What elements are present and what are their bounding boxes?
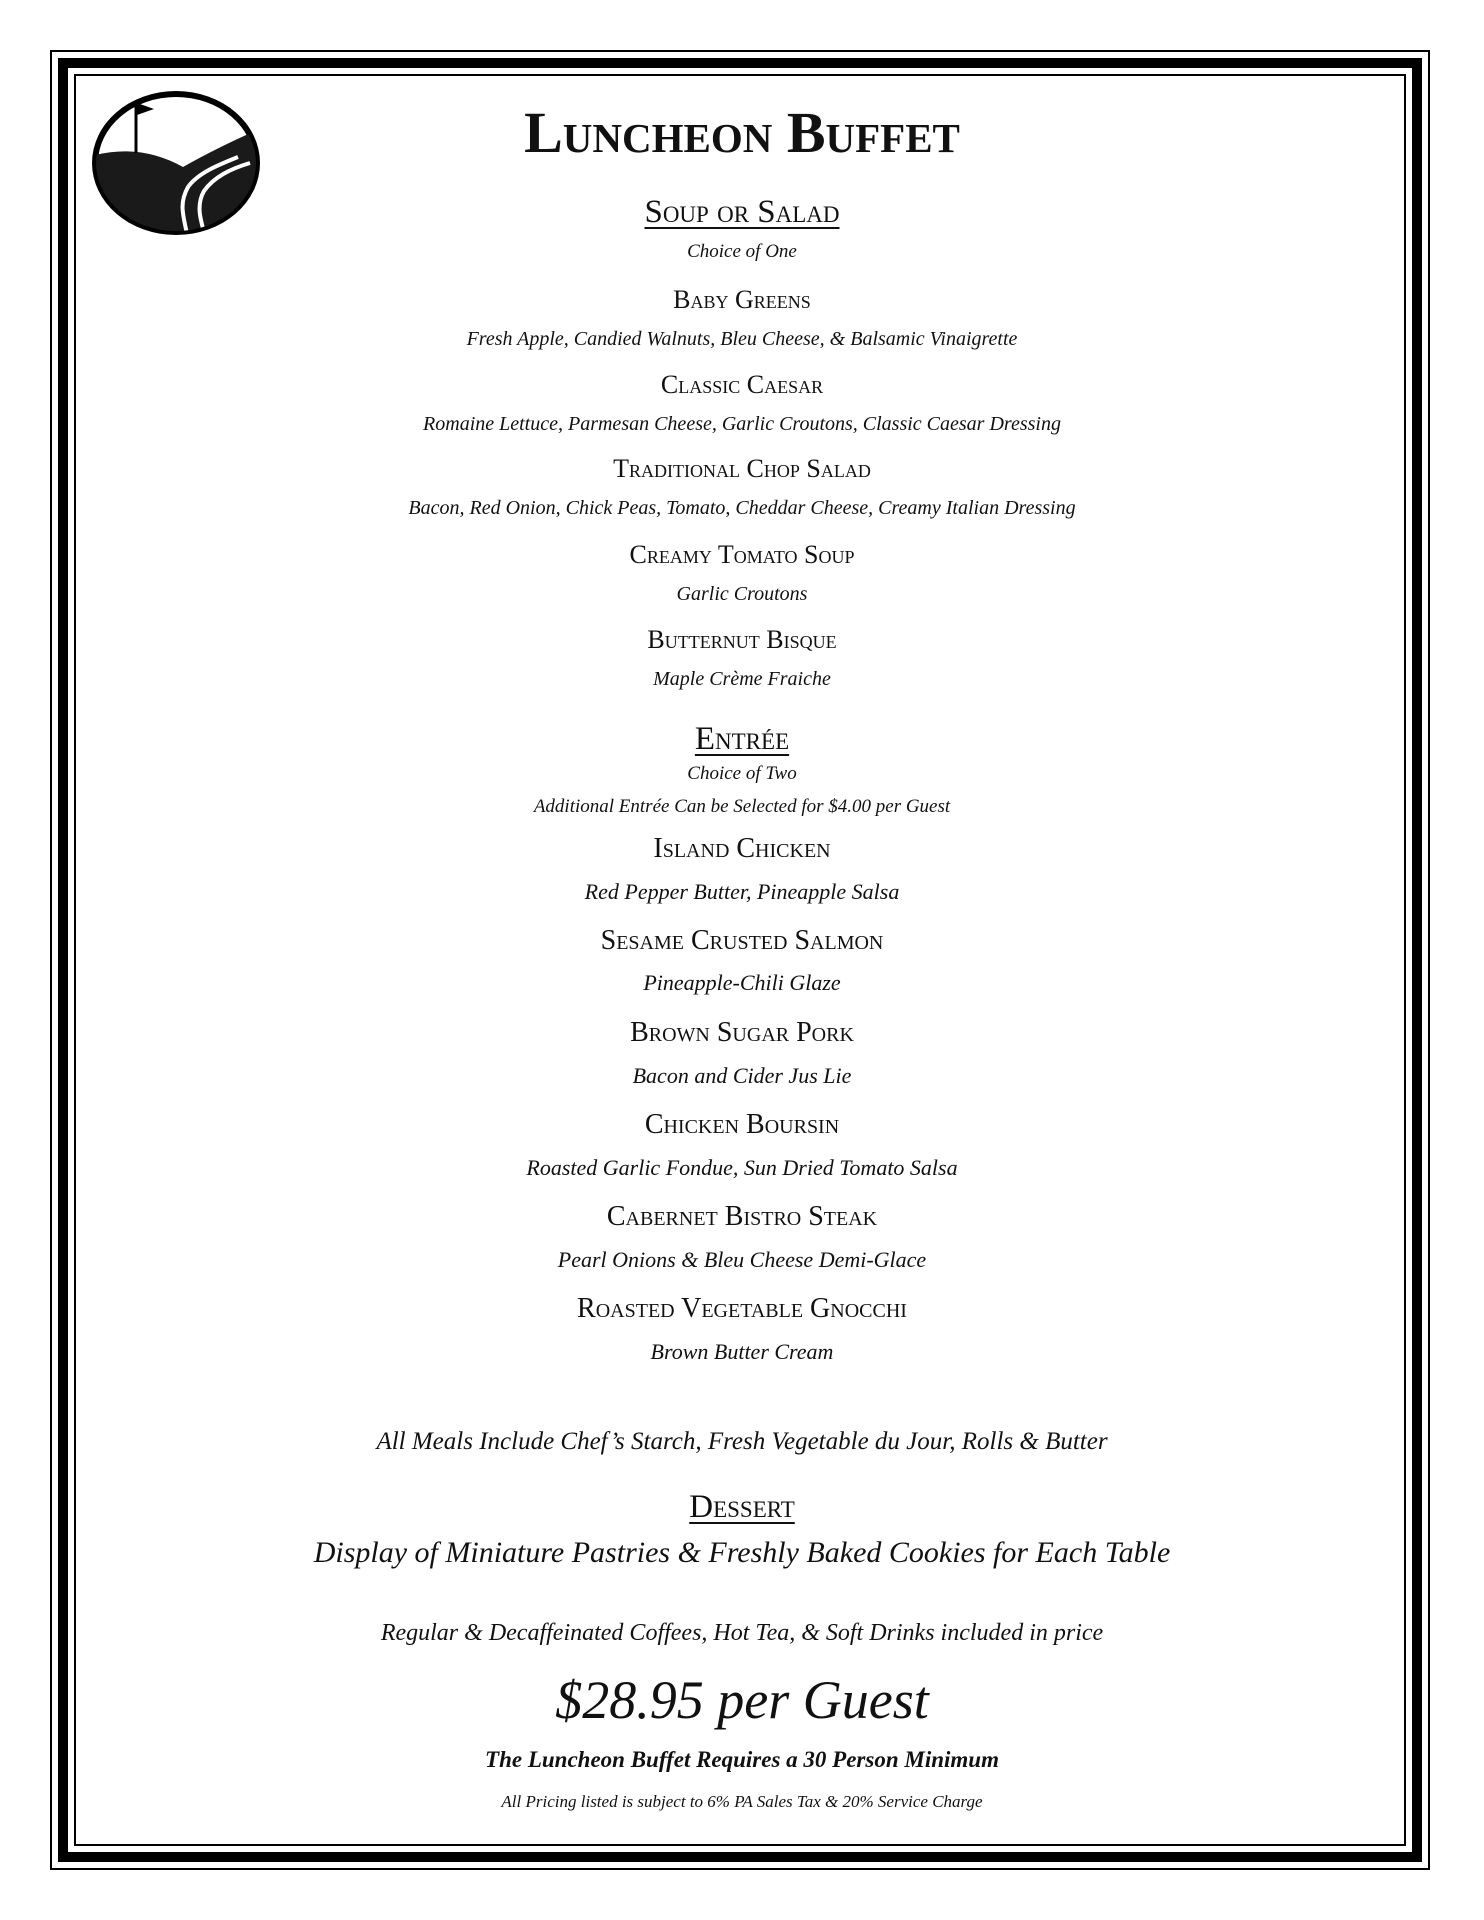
dessert-description: Display of Miniature Pastries & Freshly Baked Cookies for Each Table: [313, 1536, 1171, 1569]
menu-item-desc: Brown Butter Cream: [650, 1339, 834, 1364]
menu-item-desc: Fresh Apple, Candied Walnuts, Bleu Cheese, & Balsamic Vinaigrette: [466, 328, 1018, 350]
section-heading-soup-salad: Soup or Salad: [644, 194, 840, 230]
entree-note: Additional Entrée Can be Selected for $4.00 per Guest: [533, 796, 951, 817]
menu-item-name: Butternut Bisque: [647, 625, 837, 654]
menu-item-name: Sesame Crusted Salmon: [600, 925, 884, 956]
minimum-guests-note: The Luncheon Buffet Requires a 30 Person Minimum: [485, 1747, 999, 1772]
menu-item-desc: Romaine Lettuce, Parmesan Cheese, Garlic Croutons, Classic Caesar Dressing: [423, 413, 1061, 435]
entree-subtitle: Choice of Two: [687, 763, 797, 784]
menu-item-desc: Red Pepper Butter, Pineapple Salsa: [584, 879, 900, 904]
price-per-guest: $28.95 per Guest: [555, 1670, 929, 1730]
menu-item-desc: Pearl Onions & Bleu Cheese Demi-Glace: [557, 1247, 927, 1272]
menu-item-name: Roasted Vegetable Gnocchi: [577, 1293, 907, 1324]
menu-item-name: Baby Greens: [673, 285, 811, 314]
menu-item-name: Cabernet Bistro Steak: [606, 1201, 878, 1232]
menu-item-desc: Pineapple-Chili Glaze: [643, 970, 841, 995]
section-heading-dessert: Dessert: [689, 1489, 795, 1525]
section-heading-entree: Entrée: [694, 721, 790, 757]
menu-item-name: Creamy Tomato Soup: [629, 540, 855, 569]
menu-item-name: Chicken Boursin: [644, 1109, 840, 1140]
page-title: Luncheon Buffet: [524, 100, 960, 165]
menu-item-desc: Bacon, Red Onion, Chick Peas, Tomato, Cheddar Cheese, Creamy Italian Dressing: [408, 497, 1076, 519]
menu-item-name: Classic Caesar: [660, 370, 824, 399]
beverages-note: Regular & Decaffeinated Coffees, Hot Tea, & Soft Drinks included in price: [380, 1620, 1104, 1646]
menu-item-desc: Bacon and Cider Jus Lie: [632, 1063, 852, 1088]
soup-salad-subtitle: Choice of One: [687, 241, 797, 262]
menu-item-desc: Garlic Croutons: [676, 583, 808, 605]
tax-service-note: All Pricing listed is subject to 6% PA Sales Tax & 20% Service Charge: [501, 1792, 983, 1811]
menu-item-desc: Maple Crème Fraiche: [653, 668, 831, 690]
menu-item-name: Island Chicken: [653, 833, 831, 864]
meal-includes-note: All Meals Include Chef’s Starch, Fresh Vegetable du Jour, Rolls & Butter: [376, 1428, 1108, 1455]
menu-item-name: Brown Sugar Pork: [630, 1017, 854, 1048]
menu-item-desc: Roasted Garlic Fondue, Sun Dried Tomato Salsa: [526, 1155, 958, 1180]
menu-item-name: Traditional Chop Salad: [613, 454, 871, 483]
